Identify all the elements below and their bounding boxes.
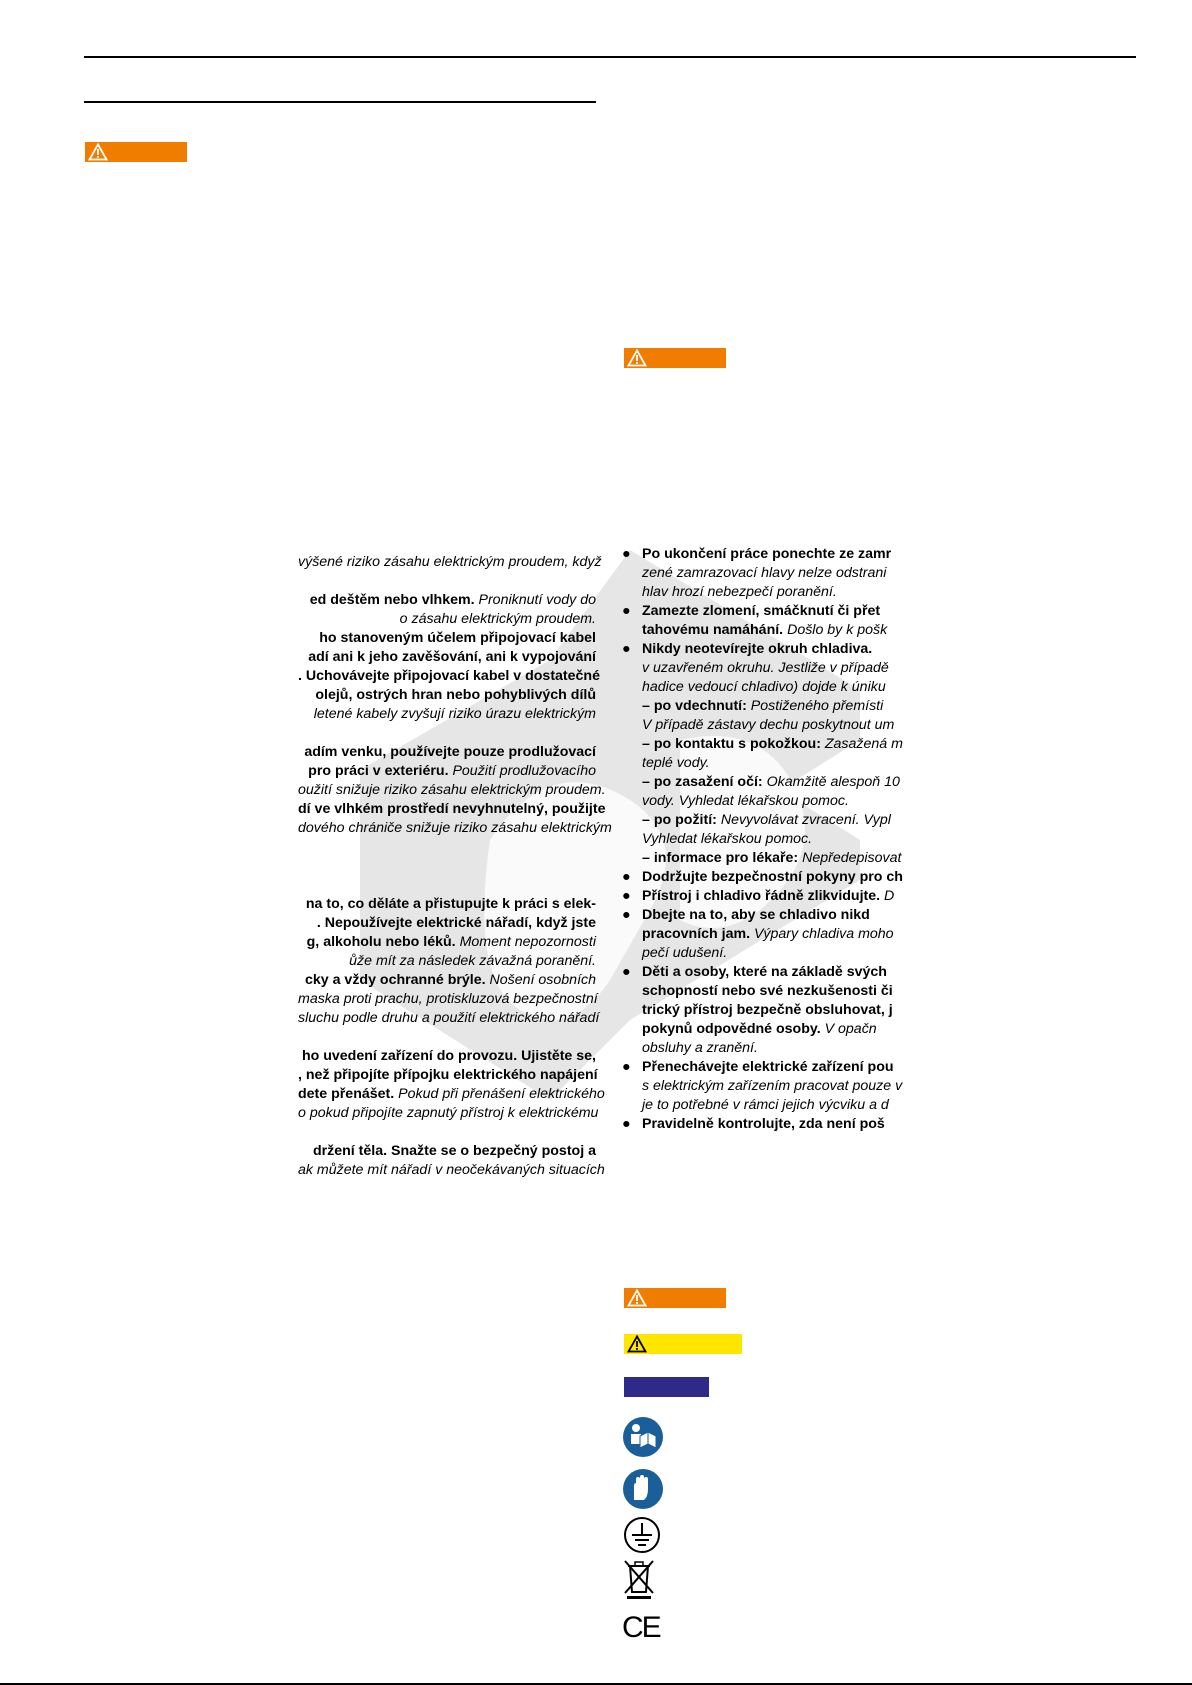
bold-text: – po požití:: [642, 812, 717, 828]
text-line: [624, 735, 903, 754]
italic-text: Pokud při přenášení elektrického: [394, 1086, 605, 1102]
italic-text: hlav hrozí nebezpečí poranění.: [642, 584, 837, 600]
text-line: [624, 849, 902, 868]
warning-badge: [624, 348, 726, 368]
italic-text: letené kabely zvyšují riziko úrazu elektrickým: [313, 706, 596, 722]
text-line: [624, 716, 895, 735]
ce-mark-icon: CE: [622, 1611, 660, 1644]
bold-text: pro práci v exteriéru.: [308, 763, 449, 779]
bold-text: . Uchovávejte připojovací kabel v dostatečné: [298, 668, 600, 684]
bold-text: na to, co děláte a přistupujte k práci s elek-: [305, 896, 596, 912]
text-line: [624, 1096, 890, 1115]
text-line: [298, 724, 596, 743]
bold-text: g, alkoholu nebo léků.: [306, 934, 456, 950]
text-line: [298, 1123, 596, 1142]
italic-text: dového chrániče snižuje riziko zásahu elektrickým: [298, 820, 612, 836]
text-line: [298, 648, 596, 667]
bold-text: adím venku, používejte pouze prodlužovací: [304, 744, 596, 760]
text-line: [298, 914, 596, 933]
text-line: [298, 553, 602, 572]
italic-text: oužití snižuje riziko zásahu elektrickým proudem.: [298, 782, 606, 798]
text-line: [298, 1104, 599, 1123]
bold-text: Dodržujte bezpečnostní pokyny pro ch: [642, 869, 903, 885]
text-line: [624, 982, 893, 1001]
text-line: [298, 629, 596, 648]
italic-text: D: [880, 888, 895, 904]
bold-text: Zamezte zlomení, smáčknutí či přet: [642, 603, 881, 619]
text-line: [624, 1077, 903, 1096]
top-rule: [84, 56, 1136, 58]
text-line: [298, 971, 596, 990]
warning-triangle-icon: [627, 1289, 647, 1307]
text-line: [624, 659, 890, 678]
italic-text: Postiženého přemísti: [746, 698, 884, 714]
italic-text: hadice vedoucí chladivo) dojde k úniku: [642, 679, 886, 695]
text-line: [298, 1047, 596, 1066]
bold-text: olejů, ostrých hran nebo pohyblivých dílů: [315, 687, 596, 703]
text-line: [624, 811, 890, 830]
text-line: [298, 1009, 600, 1028]
read-manual-icon: [622, 1416, 664, 1458]
italic-text: Vyhledat lékařskou pomoc.: [642, 831, 813, 847]
bold-text: ed deštěm nebo vlhkem.: [309, 592, 475, 608]
text-line: [298, 1028, 596, 1047]
ground-icon: [622, 1515, 662, 1555]
italic-text: ak můžete mít nářadí v neočekávaných situacích: [298, 1162, 605, 1178]
italic-text: Výpary chladiva moho: [750, 926, 894, 942]
bold-text: dí ve vlhkém prostředí nevyhnutelný, použijte: [298, 801, 606, 817]
text-line: [298, 762, 596, 781]
text-line: [298, 1161, 605, 1180]
text-line: [624, 963, 890, 982]
left-column-text: [298, 553, 612, 1180]
right-column-text: [622, 545, 903, 1134]
bullet-icon: ●: [622, 546, 631, 562]
text-line: [298, 819, 612, 838]
text-line: [298, 857, 596, 876]
bold-text: Nikdy neotevírejte okruh chladiva.: [642, 641, 873, 657]
text-line: [622, 887, 895, 906]
bold-text: schopností nebo své nezkušenosti či: [642, 983, 893, 999]
text-line: [624, 1115, 890, 1134]
gloves-icon: [622, 1468, 664, 1510]
warning-triangle-icon: [627, 1335, 647, 1353]
text-line: [624, 944, 890, 963]
italic-text: vody. Vyhledat lékařskou pomoc.: [642, 793, 849, 809]
italic-text: Použití prodlužovacího: [448, 763, 596, 779]
italic-text: výšené riziko zásahu elektrickým proudem, když: [298, 554, 602, 570]
text-line: [624, 1020, 890, 1039]
bold-text: pokynů odpovědné osoby.: [642, 1021, 821, 1037]
text-line: [298, 610, 596, 629]
section-rule: [84, 101, 596, 103]
italic-text: V případě zástavy dechu poskytnout um: [642, 717, 895, 733]
text-line: [298, 572, 596, 591]
text-line: [298, 743, 596, 762]
bold-text: dete přenášet.: [298, 1086, 395, 1102]
bullet-icon: ●: [622, 1059, 631, 1075]
italic-text: Nevyvolávat zvracení. Vypl: [716, 812, 891, 828]
text-line: [298, 838, 596, 857]
text-line: [624, 602, 890, 621]
bold-text: tahovému namáhání.: [642, 622, 784, 638]
italic-text: Nepředepisovat: [798, 850, 902, 866]
bullet-icon: ●: [622, 1116, 631, 1132]
bullet-icon: ●: [622, 888, 631, 904]
italic-text: sluchu podle druhu a použití elektrického nářadí: [298, 1010, 600, 1026]
text-line: [298, 1142, 596, 1161]
bullet-icon: ●: [622, 964, 631, 980]
bold-text: adí ani k jeho zavěšování, ani k vypojování: [308, 649, 596, 665]
text-line: [298, 876, 596, 895]
text-line: [298, 1085, 605, 1104]
text-line: [298, 990, 596, 1009]
bold-text: ho uvedení zařízení do provozu. Ujistěte se,: [301, 1048, 596, 1064]
italic-text: pečí udušení.: [642, 945, 728, 961]
text-line: [298, 895, 596, 914]
text-line: [298, 667, 600, 686]
text-line: [624, 545, 890, 564]
bold-text: trický přístroj bezpečně obsluhovat, j: [642, 1002, 893, 1018]
bold-text: – po vdechnutí:: [642, 698, 747, 714]
text-line: [624, 925, 894, 944]
bold-text: – po zasažení očí:: [642, 774, 763, 790]
text-line: [624, 640, 890, 659]
text-line: [298, 952, 596, 971]
italic-text: Proniknutí vody do: [474, 592, 596, 608]
text-line: [624, 1001, 893, 1020]
bold-text: držení těla. Snažte se o bezpečný postoj a: [312, 1143, 596, 1159]
bullet-icon: ●: [622, 641, 631, 657]
text-line: [624, 754, 890, 773]
text-line: [298, 933, 596, 952]
bold-text: – po kontaktu s pokožkou:: [642, 736, 821, 752]
italic-text: V opačn: [820, 1021, 877, 1037]
italic-text: zené zamrazovací hlavy nelze odstrani: [642, 565, 887, 581]
bold-text: ho stanoveným účelem připojovací kabel: [319, 630, 596, 646]
bold-text: cky a vždy ochranné brýle.: [304, 972, 486, 988]
text-line: [298, 705, 596, 724]
bold-text: Přístroj i chladivo řádně zlikvidujte.: [642, 888, 881, 904]
bold-text: Dbejte na to, aby se chladivo nikd: [642, 907, 870, 923]
text-line: [298, 781, 606, 800]
italic-text: je to potřebné v rámci jejich výcviku a d: [642, 1097, 889, 1113]
bold-text: Po ukončení práce ponechte ze zamr: [642, 546, 892, 562]
italic-text: teplé vody.: [642, 755, 710, 771]
bold-text: pracovních jam.: [642, 926, 751, 942]
italic-text: s elektrickým zařízením pracovat pouze v: [642, 1078, 903, 1094]
italic-text: ůže mít za následek závažná poranění.: [349, 953, 596, 969]
warning-triangle-icon: [627, 349, 647, 367]
italic-text: Okamžitě alespoň 10: [762, 774, 900, 790]
bullet-icon: ●: [622, 907, 631, 923]
bullet-icon: ●: [622, 603, 631, 619]
italic-text: Nošení osobních: [485, 972, 596, 988]
warning-badge: [624, 1288, 726, 1308]
bold-text: Pravidelně kontrolujte, zda není poš: [642, 1116, 885, 1132]
text-line: [624, 830, 890, 849]
caution-badge: [624, 1334, 742, 1354]
text-line: [624, 906, 890, 925]
notice-badge: [624, 1377, 709, 1397]
bold-text: – informace pro lékaře:: [642, 850, 799, 866]
italic-text: v uzavřeném okruhu. Jestliže v případě: [642, 660, 889, 676]
bullet-icon: ●: [622, 869, 631, 885]
italic-text: Zasažená m: [820, 736, 903, 752]
text-line: [624, 678, 890, 697]
bold-text: Děti a osoby, které na základě svých: [642, 964, 887, 980]
italic-text: Došlo by k pošk: [783, 622, 888, 638]
text-line: [624, 564, 890, 583]
italic-text: obsluhy a zranění.: [642, 1040, 758, 1056]
text-line: [298, 686, 596, 705]
text-line: [624, 583, 890, 602]
text-line: [622, 868, 903, 887]
text-line: [622, 1058, 894, 1077]
italic-text: o pokud připojíte zapnutý přístroj k elektrickému: [298, 1105, 599, 1121]
text-line: [298, 800, 606, 819]
warning-badge: [85, 142, 187, 162]
bold-text: , než připojíte přípojku elektrického napájení: [298, 1067, 598, 1083]
bold-text: . Nepoužívejte elektrické nářadí, když jste: [316, 915, 596, 931]
weee-icon: [622, 1558, 656, 1600]
italic-text: o zásahu elektrickým proudem.: [399, 611, 596, 627]
warning-triangle-icon: [88, 143, 108, 161]
italic-text: Moment nepozornosti: [455, 934, 596, 950]
text-line: [624, 621, 890, 640]
text-line: [624, 792, 890, 811]
text-line: [298, 591, 596, 610]
text-line: [624, 697, 890, 716]
text-line: [624, 773, 900, 792]
text-line: [624, 1039, 890, 1058]
text-line: [298, 1066, 596, 1085]
italic-text: maska proti prachu, protiskluzová bezpečnostní: [298, 991, 598, 1007]
bold-text: Přenechávejte elektrické zařízení pou: [642, 1059, 894, 1075]
